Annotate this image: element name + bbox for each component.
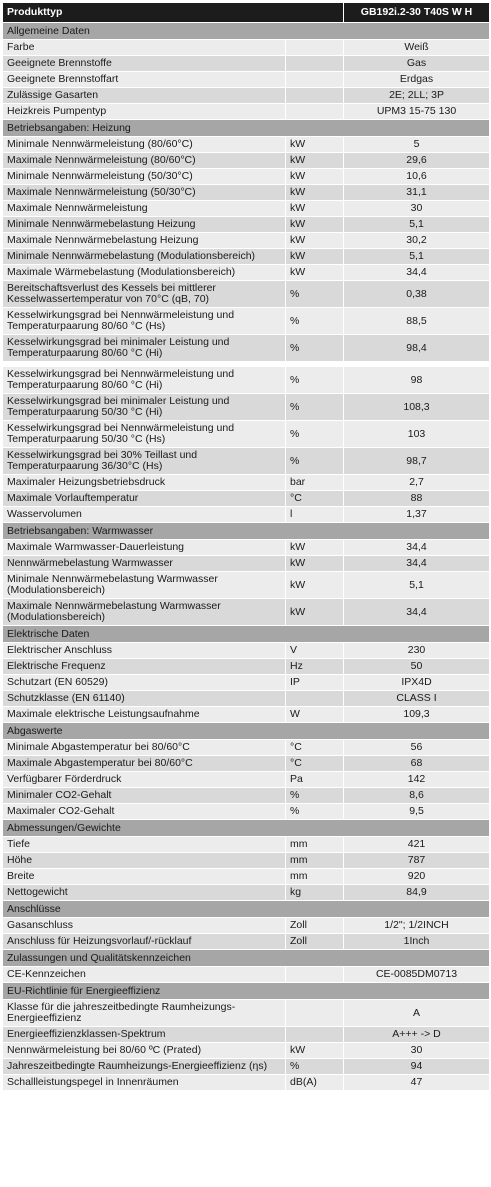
spec-label: Verfügbarer Förderdruck (3, 772, 286, 788)
spec-value: 88,5 (344, 308, 490, 335)
spec-value: 8,6 (344, 788, 490, 804)
table-row (3, 185, 490, 201)
spec-unit: mm (286, 837, 344, 853)
spec-value: 1,37 (344, 507, 490, 523)
table-row (3, 740, 490, 756)
table-row (3, 853, 490, 869)
spec-value: 0,38 (344, 281, 490, 308)
spec-value: Weiß (344, 40, 490, 56)
spec-label: Tiefe (3, 837, 286, 853)
table-row (3, 88, 490, 104)
table-row (3, 869, 490, 885)
spec-unit: bar (286, 475, 344, 491)
spec-unit: kW (286, 249, 344, 265)
table-row (3, 707, 490, 723)
spec-value: 34,4 (344, 265, 490, 281)
spec-unit: % (286, 281, 344, 308)
spec-value: 5,1 (344, 572, 490, 599)
spec-value: 109,3 (344, 707, 490, 723)
spec-label: Kesselwirkungsgrad bei Nennwärmeleistung und Temperaturpaarung 50/30 °C (Hs) (3, 421, 286, 448)
table-row (3, 265, 490, 281)
table-row (3, 40, 490, 56)
spec-value: A (344, 1000, 490, 1027)
spec-label: Wasservolumen (3, 507, 286, 523)
spec-unit: kW (286, 153, 344, 169)
table-row (3, 837, 490, 853)
spec-label: Minimale Nennwärmebelastung Heizung (3, 217, 286, 233)
spec-unit: kW (286, 265, 344, 281)
table-row (3, 540, 490, 556)
spec-unit: kW (286, 201, 344, 217)
spec-label: Kesselwirkungsgrad bei minimaler Leistung und Temperaturpaarung 80/60 °C (Hi) (3, 335, 286, 362)
spec-label: Minimale Nennwärmeleistung (80/60°C) (3, 137, 286, 153)
table-row (3, 335, 490, 362)
table-row (3, 56, 490, 72)
spec-label: Maximale Nennwärmeleistung (50/30°C) (3, 185, 286, 201)
section-title: Abmessungen/Gewichte (3, 820, 490, 837)
spec-unit: kW (286, 185, 344, 201)
spec-unit (286, 1027, 344, 1043)
table-row (3, 1059, 490, 1075)
spec-unit: kW (286, 540, 344, 556)
spec-value: 230 (344, 643, 490, 659)
spec-label: Maximaler CO2-Gehalt (3, 804, 286, 820)
spec-unit: % (286, 804, 344, 820)
spec-value: CLASS I (344, 691, 490, 707)
table-row (3, 934, 490, 950)
spec-unit: dB(A) (286, 1075, 344, 1091)
spec-unit (286, 72, 344, 88)
spec-label: Minimale Abgastemperatur bei 80/60°C (3, 740, 286, 756)
table-row (3, 72, 490, 88)
spec-unit (286, 1000, 344, 1027)
table-row (3, 675, 490, 691)
spec-unit: kW (286, 137, 344, 153)
table-row (3, 308, 490, 335)
spec-value: 84,9 (344, 885, 490, 901)
spec-value: 1Inch (344, 934, 490, 950)
section-title: EU-Richtlinie für Energieeffizienz (3, 983, 490, 1000)
table-row (3, 756, 490, 772)
table-row (3, 788, 490, 804)
spec-label: Jahreszeitbedingte Raumheizungs-Energieeffizienz (ηs) (3, 1059, 286, 1075)
spec-value: 30 (344, 1043, 490, 1059)
spec-value: 50 (344, 659, 490, 675)
spec-label: Minimale Nennwärmeleistung (50/30°C) (3, 169, 286, 185)
spec-label: Maximale Warmwasser-Dauerleistung (3, 540, 286, 556)
table-row (3, 885, 490, 901)
table-row (3, 137, 490, 153)
spec-value: 68 (344, 756, 490, 772)
spec-label: Maximale Abgastemperatur bei 80/60°C (3, 756, 286, 772)
spec-label: Schutzklasse (EN 61140) (3, 691, 286, 707)
table-row (3, 599, 490, 626)
spec-value: A+++ -> D (344, 1027, 490, 1043)
spec-label: Höhe (3, 853, 286, 869)
table-row (3, 448, 490, 475)
spec-value: IPX4D (344, 675, 490, 691)
table-row (3, 572, 490, 599)
spec-unit (286, 104, 344, 120)
spec-unit: Zoll (286, 934, 344, 950)
table-row (3, 556, 490, 572)
spec-value: 2E; 2LL; 3P (344, 88, 490, 104)
spec-unit: % (286, 367, 344, 394)
section-header-row (3, 723, 490, 740)
spec-value: 30,2 (344, 233, 490, 249)
spec-value: 47 (344, 1075, 490, 1091)
spec-label: Farbe (3, 40, 286, 56)
table-row (3, 249, 490, 265)
table-row (3, 918, 490, 934)
section-header-row (3, 983, 490, 1000)
spec-unit (286, 967, 344, 983)
spec-label: CE-Kennzeichen (3, 967, 286, 983)
section-title: Allgemeine Daten (3, 23, 490, 40)
spec-unit: % (286, 788, 344, 804)
table-row (3, 201, 490, 217)
table-row (3, 967, 490, 983)
spec-label: Maximaler Heizungsbetriebsdruck (3, 475, 286, 491)
header-label: Produkttyp (3, 3, 344, 23)
spec-label: Maximale Vorlauftemperatur (3, 491, 286, 507)
spec-unit: °C (286, 491, 344, 507)
table-row (3, 1075, 490, 1091)
spec-unit: °C (286, 756, 344, 772)
spec-label: Kesselwirkungsgrad bei minimaler Leistung und Temperaturpaarung 50/30 °C (Hi) (3, 394, 286, 421)
spec-label: Maximale Nennwärmebelastung Warmwasser (Modulationsbereich) (3, 599, 286, 626)
spec-value: Erdgas (344, 72, 490, 88)
spec-label: Geeignete Brennstoffart (3, 72, 286, 88)
table-row (3, 281, 490, 308)
spec-unit (286, 56, 344, 72)
spec-unit: % (286, 394, 344, 421)
spec-value: 103 (344, 421, 490, 448)
spec-unit (286, 691, 344, 707)
spec-unit: V (286, 643, 344, 659)
table-row (3, 1000, 490, 1027)
spec-value: 98 (344, 367, 490, 394)
section-title: Abgaswerte (3, 723, 490, 740)
spec-value: 421 (344, 837, 490, 853)
spec-value: 9,5 (344, 804, 490, 820)
spec-unit: mm (286, 853, 344, 869)
spec-unit: Hz (286, 659, 344, 675)
table-row (3, 153, 490, 169)
section-title: Betriebsangaben: Heizung (3, 120, 490, 137)
table-row (3, 475, 490, 491)
table-row (3, 104, 490, 120)
table-row (3, 421, 490, 448)
spec-label: Bereitschaftsverlust des Kessels bei mittlerer Kesselwassertemperatur von 70°C (qB, 70) (3, 281, 286, 308)
header-value: GB192i.2-30 T40S W H (344, 3, 490, 23)
spec-label: Energieeffizienzklassen-Spektrum (3, 1027, 286, 1043)
spec-value: 98,4 (344, 335, 490, 362)
spec-label: Schallleistungspegel in Innenräumen (3, 1075, 286, 1091)
table-row (3, 772, 490, 788)
spec-table-body (3, 3, 490, 1091)
spec-unit: Pa (286, 772, 344, 788)
spec-unit: l (286, 507, 344, 523)
spec-value: 34,4 (344, 556, 490, 572)
spec-value: 920 (344, 869, 490, 885)
spec-label: Nennwärmeleistung bei 80/60 ºC (Prated) (3, 1043, 286, 1059)
spec-unit: mm (286, 869, 344, 885)
spec-unit: kW (286, 556, 344, 572)
section-header-row (3, 626, 490, 643)
table-row (3, 507, 490, 523)
spec-unit: W (286, 707, 344, 723)
spec-value: 5,1 (344, 249, 490, 265)
spec-unit: kW (286, 1043, 344, 1059)
spec-value: 5,1 (344, 217, 490, 233)
spec-unit: kW (286, 217, 344, 233)
spec-label: Nettogewicht (3, 885, 286, 901)
spec-label: Gasanschluss (3, 918, 286, 934)
spec-unit: kW (286, 599, 344, 626)
spec-value: 34,4 (344, 599, 490, 626)
section-title: Zulassungen und Qualitätskennzeichen (3, 950, 490, 967)
table-row (3, 804, 490, 820)
spec-value: 1/2"; 1/2INCH (344, 918, 490, 934)
table-row (3, 169, 490, 185)
spec-label: Nennwärmebelastung Warmwasser (3, 556, 286, 572)
spec-label: Kesselwirkungsgrad bei Nennwärmeleistung und Temperaturpaarung 80/60 °C (Hi) (3, 367, 286, 394)
spec-value: 88 (344, 491, 490, 507)
section-header-row (3, 523, 490, 540)
spec-value: 30 (344, 201, 490, 217)
spec-value: 2,7 (344, 475, 490, 491)
table-row (3, 1027, 490, 1043)
section-header-row (3, 901, 490, 918)
spec-label: Minimale Nennwärmebelastung Warmwasser (Modulationsbereich) (3, 572, 286, 599)
spec-value: 10,6 (344, 169, 490, 185)
spec-value: 108,3 (344, 394, 490, 421)
spec-unit: % (286, 308, 344, 335)
spec-unit: IP (286, 675, 344, 691)
spec-value: 29,6 (344, 153, 490, 169)
spec-unit: kg (286, 885, 344, 901)
section-header-row (3, 120, 490, 137)
table-row (3, 367, 490, 394)
spec-label: Minimale Nennwärmebelastung (Modulationsbereich) (3, 249, 286, 265)
spec-label: Minimaler CO2-Gehalt (3, 788, 286, 804)
spec-unit: % (286, 421, 344, 448)
spec-label: Zulässige Gasarten (3, 88, 286, 104)
table-row (3, 491, 490, 507)
spec-value: 142 (344, 772, 490, 788)
spec-unit: % (286, 1059, 344, 1075)
spec-unit: kW (286, 572, 344, 599)
spec-unit: % (286, 448, 344, 475)
spec-unit: Zoll (286, 918, 344, 934)
spec-value: CE-0085DM0713 (344, 967, 490, 983)
spec-label: Anschluss für Heizungsvorlauf/-rücklauf (3, 934, 286, 950)
spec-label: Maximale elektrische Leistungsaufnahme (3, 707, 286, 723)
spec-label: Kesselwirkungsgrad bei Nennwärmeleistung und Temperaturpaarung 80/60 °C (Hs) (3, 308, 286, 335)
spec-value: 787 (344, 853, 490, 869)
section-title: Betriebsangaben: Warmwasser (3, 523, 490, 540)
table-row (3, 233, 490, 249)
section-header-row (3, 820, 490, 837)
spec-value: 98,7 (344, 448, 490, 475)
spec-value: 5 (344, 137, 490, 153)
spec-label: Elektrische Frequenz (3, 659, 286, 675)
spec-label: Kesselwirkungsgrad bei 30% Teillast und Temperaturpaarung 36/30°C (Hs) (3, 448, 286, 475)
spec-unit: kW (286, 233, 344, 249)
spec-label: Breite (3, 869, 286, 885)
table-row (3, 217, 490, 233)
table-row (3, 643, 490, 659)
spec-label: Geeignete Brennstoffe (3, 56, 286, 72)
section-title: Elektrische Daten (3, 626, 490, 643)
spec-label: Elektrischer Anschluss (3, 643, 286, 659)
table-row (3, 659, 490, 675)
table-row (3, 1043, 490, 1059)
table-row (3, 691, 490, 707)
spec-label: Schutzart (EN 60529) (3, 675, 286, 691)
spec-value: 94 (344, 1059, 490, 1075)
spec-unit: kW (286, 169, 344, 185)
section-header-row (3, 950, 490, 967)
section-title: Anschlüsse (3, 901, 490, 918)
table-header-row (3, 3, 490, 23)
product-spec-table (2, 2, 490, 1091)
spec-value: 56 (344, 740, 490, 756)
spec-unit: °C (286, 740, 344, 756)
spec-value: 31,1 (344, 185, 490, 201)
section-header-row (3, 23, 490, 40)
table-row (3, 394, 490, 421)
spec-unit: % (286, 335, 344, 362)
spec-value: UPM3 15-75 130 (344, 104, 490, 120)
spec-unit (286, 88, 344, 104)
spec-label: Klasse für die jahreszeitbedingte Raumheizungs-Energieeffizienz (3, 1000, 286, 1027)
spec-label: Heizkreis Pumpentyp (3, 104, 286, 120)
spec-label: Maximale Nennwärmeleistung (80/60°C) (3, 153, 286, 169)
spec-value: Gas (344, 56, 490, 72)
spec-label: Maximale Nennwärmebelastung Heizung (3, 233, 286, 249)
spec-label: Maximale Nennwärmeleistung (3, 201, 286, 217)
spec-unit (286, 40, 344, 56)
spec-label: Maximale Wärmebelastung (Modulationsbereich) (3, 265, 286, 281)
spec-value: 34,4 (344, 540, 490, 556)
